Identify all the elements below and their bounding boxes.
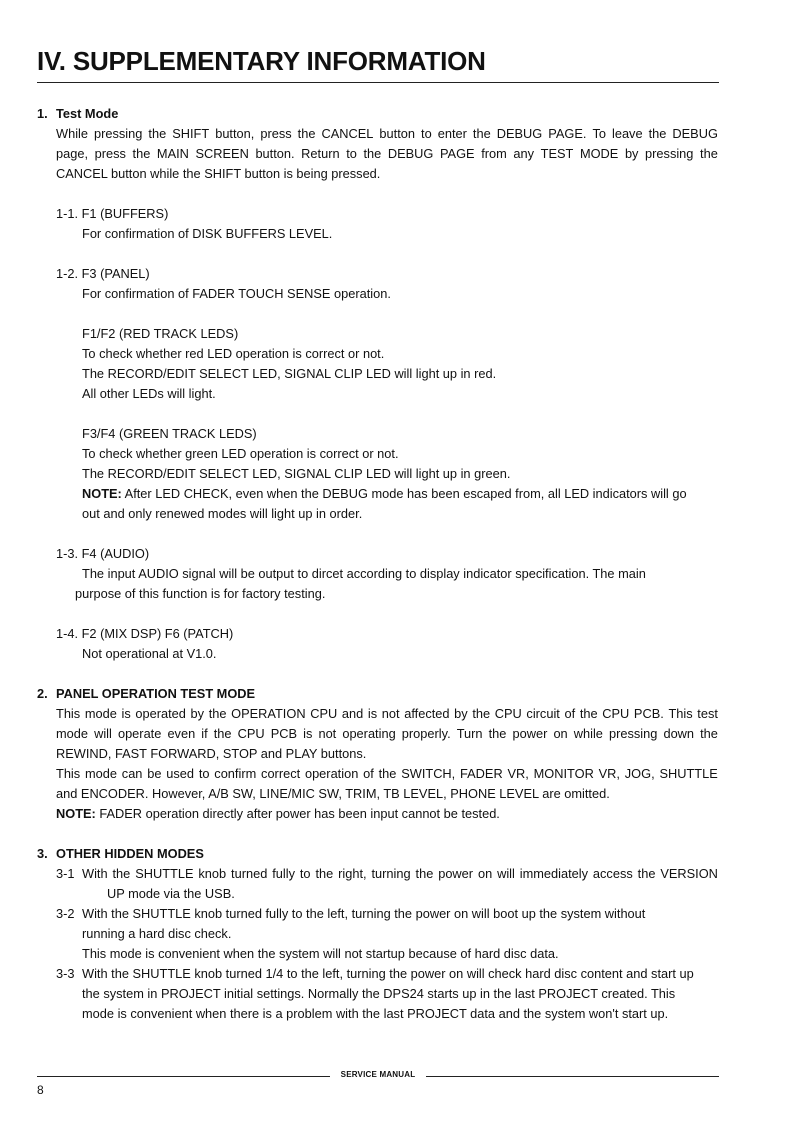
word: This [668,706,693,721]
word: the [208,706,227,721]
item-3-1-line-2: UP mode via the USB. [107,886,235,901]
red-leds-line-3: All other LEDs will light. [82,386,216,401]
note-label: NOTE: [82,486,122,501]
footer-rule-left [37,1076,330,1077]
item-3-3-number: 3-3 [56,966,75,981]
word: CPU [494,706,522,721]
word: the [700,146,718,161]
section-3-number: 3. [37,846,48,861]
word: VR, [598,766,620,781]
word: button, [215,126,255,141]
word: be [147,766,162,781]
word: page, [56,146,89,161]
word: DEBUG [496,126,543,141]
word: PAGE. [548,126,587,141]
word: MAIN [156,146,189,161]
word: by [190,706,205,721]
word: FADER [460,766,503,781]
subsection-1-3-heading: 1-3. F4 (AUDIO) [56,546,150,561]
word: to [299,866,311,881]
word: PAGE [439,146,475,161]
item-3-3-line-3: mode is convenient when there is a problem with the last PROJECT data and the system won't start up. [82,1006,669,1021]
note-text: After LED CHECK, even when the DEBUG mode has been escaped from, all LED indicators will go [121,486,687,501]
word: mode [84,766,117,781]
word: SWITCH, [401,766,456,781]
subsection-1-3-line-2: purpose of this function is for factory testing. [75,586,326,601]
word: affected [404,706,450,721]
section-1-number: 1. [37,106,48,121]
word: press [260,126,292,141]
section-2-line-5: and ENCODER. However, A/B SW, LINE/MIC SW, TRIM, TB LEVEL, PHONE LEVEL are omitted. [56,786,610,801]
word: can [121,766,143,781]
word: will [94,726,112,741]
page-title: IV. SUPPLEMENTARY INFORMATION [37,46,486,76]
word: CPU [237,726,265,741]
word: button. [255,146,295,161]
word: CPU [310,706,338,721]
word: SHIFT [172,126,210,141]
section-2-line-3: REWIND, FAST FORWARD, STOP and PLAY buttons. [56,746,367,761]
word: the [579,706,598,721]
word: the [112,866,131,881]
item-3-2-line-2: running a hard disc check. [82,926,232,941]
subsection-1-2-text: For confirmation of FADER TOUCH SENSE operation. [82,286,391,301]
word: button [379,126,416,141]
item-3-3-line-1: With the SHUTTLE knob turned 1/4 to the left, turning the power on will check hard disc content and start up [82,966,694,981]
section-1-intro-line-1 [56,124,718,144]
section-3-title: OTHER HIDDEN MODES [56,846,204,861]
word: fully [272,866,295,881]
word: is [303,726,313,741]
word: mode [56,726,89,741]
section-2-line-1 [56,704,718,724]
word: any [513,146,535,161]
word: immediately [519,866,589,881]
word: is [367,706,378,721]
word: to [346,146,357,161]
word: to [421,126,432,141]
green-leds-line-1: To check whether green LED operation is correct or not. [82,446,399,461]
word: test [697,706,718,721]
word: from [481,146,507,161]
word: enter [437,126,467,141]
word: MODE [579,146,619,161]
word: operated [135,706,186,721]
word: PCB. [633,706,664,721]
word: while [573,726,603,741]
item-3-2-number: 3-2 [56,906,75,921]
word: properly. [401,726,451,741]
word: Return [301,146,340,161]
word: This [56,706,81,721]
word: knob [198,866,227,881]
word: operation [304,766,359,781]
word: correct [261,766,301,781]
section-1-intro-line-3: CANCEL button while the SHIFT button is being pressed. [56,166,381,181]
red-leds-heading: F1/F2 (RED TRACK LEDS) [82,326,239,341]
word: SHUTTLE [135,866,194,881]
page-number: 8 [37,1083,44,1097]
section-1-title: Test Mode [56,106,119,121]
footer-label: SERVICE MANUAL [340,1070,416,1079]
footer-rule-right [426,1076,719,1077]
word: Turn [456,726,483,741]
word: confirm [214,766,257,781]
word: operate [117,726,162,741]
word: SHUTTLE [659,766,718,781]
word: by [624,146,639,161]
word: if [201,726,208,741]
word: leave [611,126,643,141]
word: used [166,766,195,781]
word: power [512,726,548,741]
item-3-1-line-1 [82,864,718,884]
word: the [363,146,382,161]
note-label: NOTE: [56,806,96,821]
word: will [497,866,515,881]
red-leds-line-1: To check whether red LED operation is correct or not. [82,346,385,361]
item-3-2-line-3: This mode is convenient when the system will not startup because of hard disc data. [82,946,559,961]
word: the [132,146,151,161]
word: OPERATION [231,706,306,721]
item-3-3-line-2: the system in PROJECT initial settings. Normally the DPS24 starts up in the last PROJECT created. This [82,986,676,1001]
word: operating [342,726,396,741]
word: DEBUG [672,126,718,141]
word: VERSION [660,866,718,881]
section-2-title: PANEL OPERATION TEST MODE [56,686,256,701]
subsection-1-1-heading: 1-1. F1 (BUFFERS) [56,206,169,221]
word: on [477,866,493,881]
word: of [363,766,374,781]
word: the [378,766,397,781]
word: on [553,726,568,741]
title-divider [37,82,719,83]
subsection-1-4-heading: 1-4. F2 (MIX DSP) F6 (PATCH) [56,626,234,641]
red-leds-line-2: The RECORD/EDIT SELECT LED, SIGNAL CLIP LED will light up in red. [82,366,497,381]
subsection-1-1-text: For confirmation of DISK BUFFERS LEVEL. [82,226,333,241]
led-note-line-1 [82,484,687,504]
word: not [381,706,400,721]
word: press [94,146,126,161]
subsection-1-2-heading: 1-2. F3 (PANEL) [56,266,150,281]
green-leds-line-2: The RECORD/EDIT SELECT LED, SIGNAL CLIP LED will light up in green. [82,466,511,481]
word: right, [338,866,367,881]
word: CANCEL [321,126,374,141]
word: TEST [540,146,574,161]
word: the [637,866,656,881]
word: of [564,706,576,721]
word: turned [231,866,268,881]
word: the [213,726,232,741]
word: JOG, [624,766,655,781]
item-3-1-number: 3-1 [56,866,75,881]
section-2-note [56,804,500,824]
section-2-number: 2. [37,686,48,701]
led-note-line-2: out and only renewed modes will light up in order. [82,506,363,521]
word: DEBUG [387,146,434,161]
word: is [121,706,131,721]
word: the [297,126,316,141]
word: circuit [526,706,560,721]
word: the [648,126,667,141]
word: This [56,766,81,781]
word: SCREEN [195,146,249,161]
word: access [592,866,633,881]
word: even [167,726,196,741]
subsection-1-3-line-1: The input AUDIO signal will be output to dircet according to display indicator specification. The main [82,566,646,581]
section-2-line-2 [56,724,718,744]
word: the [700,726,718,741]
word: the [472,706,491,721]
note-text: FADER operation directly after power has been input cannot be tested. [95,806,500,821]
word: pressing [645,146,694,161]
word: pressing [94,126,143,141]
section-2-line-4 [56,764,718,784]
word: down [663,726,695,741]
word: While [56,126,88,141]
word: turning [371,866,411,881]
word: With [82,866,108,881]
word: to [198,766,210,781]
word: pressing [609,726,658,741]
word: the [315,866,334,881]
word: and [341,706,364,721]
subsection-1-4-text: Not operational at V1.0. [82,646,217,661]
section-1-intro-line-2 [56,144,718,164]
word: by [454,706,468,721]
word: PCB [270,726,298,741]
word: the [472,126,491,141]
word: the [415,866,434,881]
green-leds-heading: F3/F4 (GREEN TRACK LEDS) [82,426,257,441]
item-3-2-line-1: With the SHUTTLE knob turned fully to the left, turning the power on will boot up the system without [82,906,646,921]
word: VR, [507,766,529,781]
word: MONITOR [533,766,594,781]
word: CPU [602,706,630,721]
word: the [148,126,167,141]
word: To [592,126,606,141]
word: not [318,726,337,741]
word: power [438,866,474,881]
word: the [488,726,507,741]
word: mode [84,706,117,721]
